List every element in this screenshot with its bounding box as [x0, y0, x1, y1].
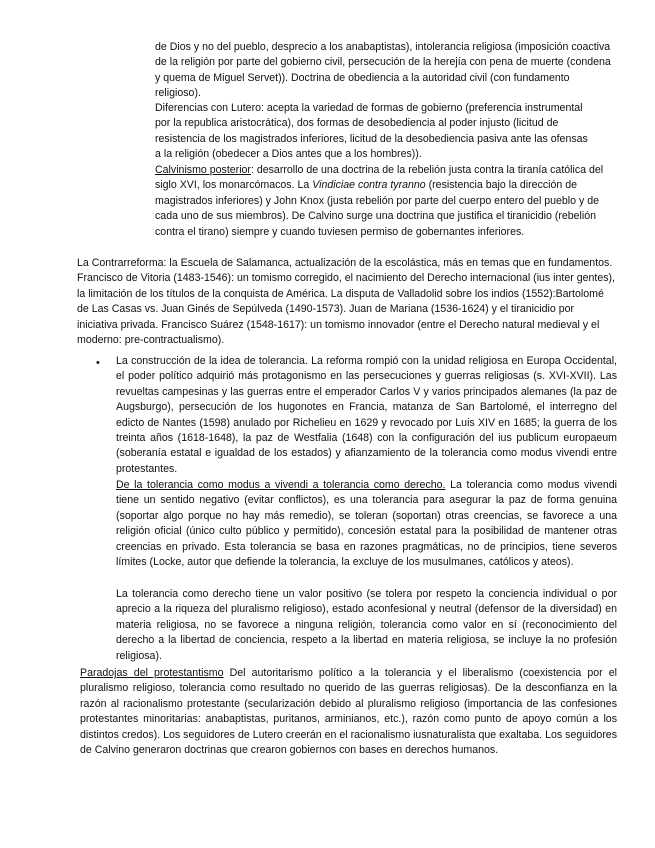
contrarreforma-paragraph: La Contrarreforma: la Escuela de Salamanca, actualización de la escolástica, más en temas que en fundamentos. Francisco de Vitoria (1483-1546): un tomismo corregido, el nacimiento del Derecho internacional (ius inter gentes), la limitación de los títulos de la conquista de América. La disputa de Valladolid sobre los indios (1552):Bartolomé de Las Casas vs. Juan Ginés de Sepúlveda (1490-1573). Juan de Mariana (1536-1624) y el tiranicidio por iniciativa privada. Francisco Suárez (1548-1617): un tomismo innovador (entre el Derecho natural medieval y el moderno: pre-contractualismo).	[77, 257, 616, 347]
paradojas-heading: Paradojas del protestantismo	[80, 667, 224, 679]
tolerancia-paragraph-2	[116, 478, 617, 570]
tolerancia-modus-text: La tolerancia como modus vivendi tiene un sentido negativo (evitar conflictos), es una tolerancia para asegurar la paz de forma genuina (soportar algo porque no hay más remedio), se toleran (soportan) otras creencias, se favorece a una religión oficial (único culto público y permitido), concesión estatal para la posibilidad de mantener otras creencias en privado. Esta tolerancia se basa en razones pragmáticas, no de principios, tiene severos límites (Locke, autor que defiende la tolerancia, la excluye de los musulmanes, católicos y ateos).	[116, 479, 617, 569]
calvin-p3-text-b: (resistencia bajo la dirección de magistrados inferiores) y John Knox (justa rebelión por parte del cuerpo entero del pueblo y de cada uno de sus miembros). De Calvino surge una doctrina que justifica el tiranicidio (rebelión contra el tirano) siempre y cuando tuviesen permiso de gobernantes inferiores.	[155, 179, 600, 238]
calvin-paragraph-2: Diferencias con Lutero: acepta la variedad de formas de gobierno (preferencia instrumental por la republica aristocrática), dos formas de desobediencia al poder injusto (licitud de resistencia de los magistrados inferiores, licitud de la desobediencia pasiva ante las ofensas a la religión (obedecer a Dios antes que a los hombres)).	[155, 102, 588, 161]
tolerancia-paragraph-3: La tolerancia como derecho tiene un valor positivo (se tolera por respeto la conciencia individual o por aprecio a la riqueza del pluralismo religioso), estado aconfesional y neutral (defensor de la diversidad) en materia religiosa, no se favorece a ninguna religión, tolerancia como valor en sí (reconocimiento del derecho a la libertad de conciencia, respeto a la libertad en materia religiosa, se incluye la no profesión religiosa).	[116, 588, 617, 662]
paradojas-paragraph	[80, 666, 617, 758]
calvin-paragraph-1: de Dios y no del pueblo, desprecio a los anabaptistas), intolerancia religiosa (imposición coactiva de la religión por parte del gobierno civil, persecución de la herejía con pena de muerte (condena y quema de Miguel Servet)). Doctrina de obediencia a la autoridad civil (con fundamento religioso).	[155, 41, 611, 100]
tolerancia-paragraph-1: La construcción de la idea de tolerancia. La reforma rompió con la unidad religiosa en Europa Occidental, el poder político adquirió más protagonismo en las persecuciones y guerras religiosas (s. XVI-XVII). Las revueltas campesinas y las guerras entre el emperador Carlos V y varios principados alemanes (la paz de Augsburgo), persecución de los hugonotes en Francia, matanza de San Bartolomé, el interregno del edicto de Nantes (1598) anulado por Richelieu en 1629 y revocado por Luis XIV en 1685; la guerra de los treinta años (1618-1648), la paz de Westfalia (1648) con la configuración del ius publicum europaeum (soberanía estatal e igualdad de los estados) y afianzamiento de la tolerancia como modus vivendi entre protestantes.	[116, 355, 617, 475]
tolerancia-modus-heading: De la tolerancia como modus a vivendi a tolerancia como derecho.	[116, 479, 446, 491]
paradojas-text: Del autoritarismo político a la tolerancia y el liberalismo (coexistencia por el pluralismo religioso, tolerancia como resultado no querido de las guerras religiosas). De la desconfianza en la razón al racionalismo protestante (secularización debido al pluralismo religioso (importancia de las confesiones protestantes minoritarias: anabaptistas, puritanos, arminianos, etc.), razón como punto de apoyo común a los distintos credos). Los seguidores de Lutero creerán en el racionalismo iusnaturalista que exaltaba. Los seguidores de Calvino generaron doctrinas que crearon gobiernos con bases en derechos humanos.	[80, 667, 617, 757]
bullet-marker: •	[96, 357, 100, 369]
vindiciae-title: Vindiciae contra tyranno	[312, 179, 426, 192]
calvinismo-posterior-heading: Calvinismo posterior	[155, 164, 251, 176]
calvin-p3-text-a: : desarrollo de una doctrina de la rebelión justa contra la tiranía católica del siglo XVI, los monarcómacos. La	[155, 164, 604, 192]
calvin-paragraph-3	[155, 163, 617, 240]
